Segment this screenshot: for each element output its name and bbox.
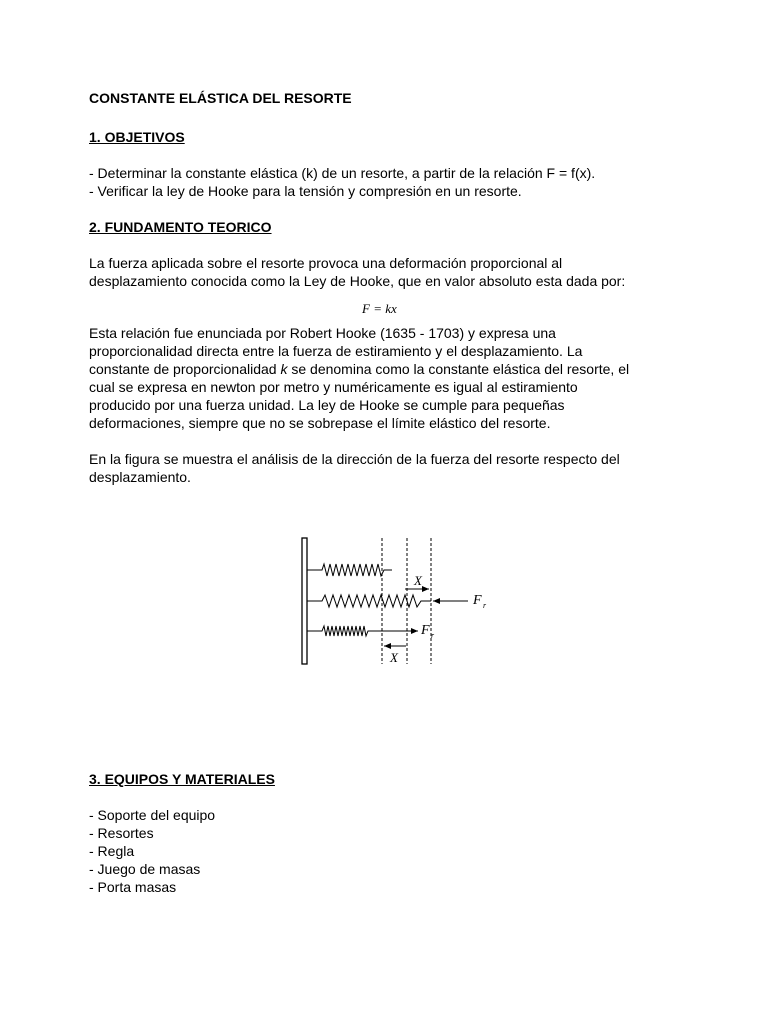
paragraph-2 — [89, 324, 689, 432]
label-fr-top-sub: r — [483, 601, 487, 610]
spring-force-figure — [296, 534, 496, 666]
paragraph-3-line: desplazamiento. — [89, 469, 191, 485]
paragraph-2-text: se denomina como la constante elástica del resorte, el — [287, 361, 630, 377]
label-fr-bottom-sub: r — [431, 631, 435, 640]
paragraph-3-line: En la figura se muestra el análisis de la dirección de la fuerza del resorte respecto del — [89, 451, 620, 467]
objective-line-1: - Determinar la constante elástica (k) de un resorte, a partir de la relación F = f(x). — [89, 165, 596, 181]
paragraph-2-line: Esta relación fue enunciada por Robert Hooke (1635 - 1703) y expresa una — [89, 325, 556, 341]
list-item: - Regla — [89, 843, 135, 859]
paragraph-2-line: cual se expresa en newton por metro y numéricamente es igual al estiramiento — [89, 379, 578, 395]
materials-list — [89, 806, 215, 896]
paragraph-3 — [89, 450, 689, 486]
spring-stretched — [307, 595, 431, 607]
section-3-heading: 3. EQUIPOS Y MATERIALES — [89, 771, 275, 787]
objective-line-2: - Verificar la ley de Hooke para la tensión y compresión en un resorte. — [89, 183, 522, 199]
label-x-top: X — [414, 573, 422, 588]
list-item: - Resortes — [89, 825, 154, 841]
spring-compressed — [307, 626, 382, 636]
paragraph-1 — [89, 254, 689, 290]
list-item: - Porta masas — [89, 879, 177, 895]
list-item: - Soporte del equipo — [89, 807, 216, 823]
section-1-heading: 1. OBJETIVOS — [89, 129, 185, 145]
label-fr-bottom: F — [421, 623, 430, 638]
wall — [302, 538, 307, 664]
paragraph-2-line: proporcionalidad directa entre la fuerza de estiramiento y el desplazamiento. La — [89, 343, 583, 359]
paragraph-2-line: deformaciones, siempre que no se sobrepase el límite elástico del resorte. — [89, 415, 551, 431]
list-item: - Juego de masas — [89, 861, 201, 877]
document-title: CONSTANTE ELÁSTICA DEL RESORTE — [89, 90, 352, 106]
paragraph-1-line: desplazamiento conocida como la Ley de Hooke, que en valor absoluto esta dada por: — [89, 273, 626, 289]
paragraph-1-line: La fuerza aplicada sobre el resorte provoca una deformación proporcional al — [89, 255, 563, 271]
paragraph-2-line: producido por una fuerza unidad. La ley de Hooke se cumple para pequeñas — [89, 397, 565, 413]
label-fr-top: F — [473, 593, 482, 608]
section-2-heading: 2. FUNDAMENTO TEORICO — [89, 219, 272, 235]
paragraph-2-text: constante de proporcionalidad — [89, 361, 281, 377]
paragraph-2-line — [89, 360, 689, 378]
label-x-bottom: X — [390, 650, 398, 665]
hooke-formula: F = kx — [362, 301, 397, 316]
k-symbol: k — [280, 361, 288, 377]
spring-equilibrium — [307, 564, 392, 576]
